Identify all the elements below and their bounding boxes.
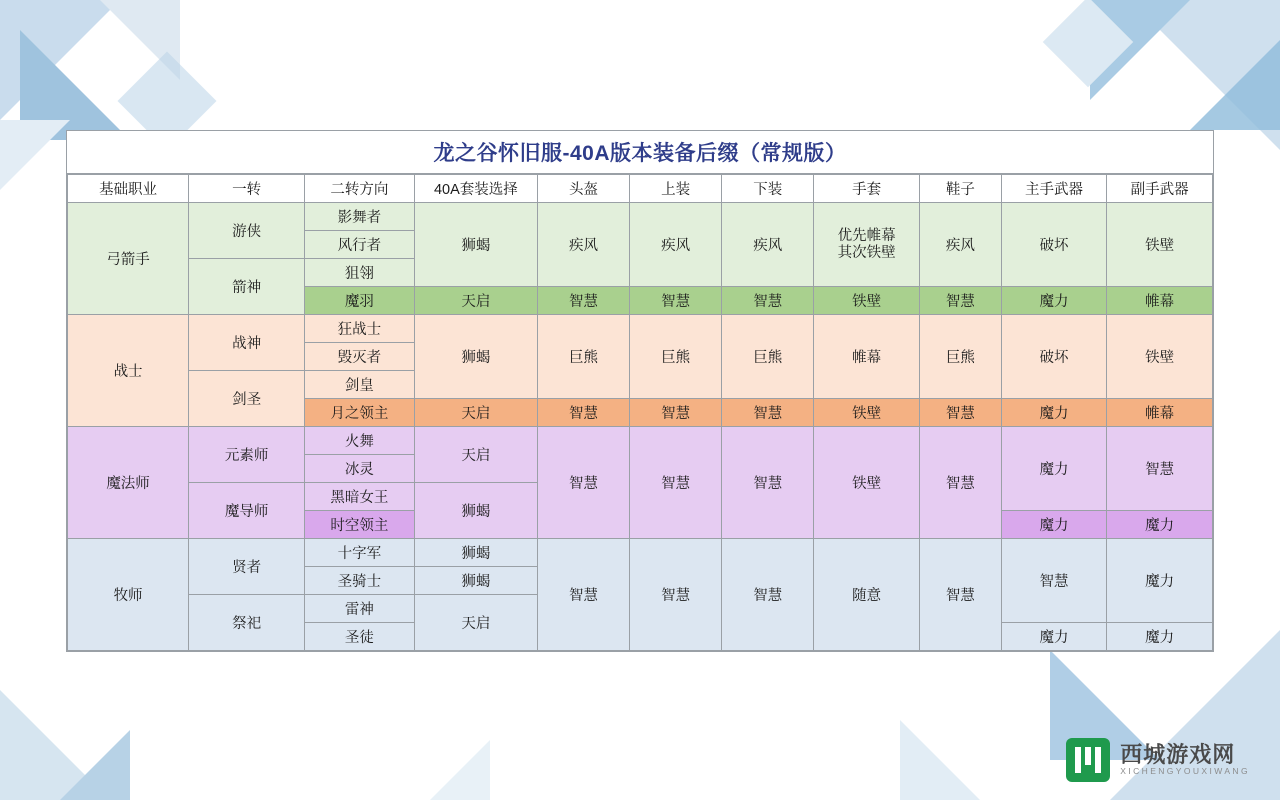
cell-main-weapon-cleric-bottom: 魔力 <box>1001 623 1107 651</box>
watermark-name-en: XICHENGYOUXIWANG <box>1120 766 1250 777</box>
table-row <box>68 539 1213 567</box>
cell-second-job-tempest: 魔羽 <box>305 287 415 315</box>
decor-triangle-5 <box>1130 0 1280 150</box>
cell-main-weapon-mage-top: 魔力 <box>1001 427 1107 511</box>
cell-helmet-warrior-dark: 智慧 <box>537 399 629 427</box>
cell-second-job-crusader: 十字军 <box>305 539 415 567</box>
column-header-shoes: 鞋子 <box>919 175 1001 203</box>
cell-shoes-archer-dark: 智慧 <box>919 287 1001 315</box>
cell-helmet-mage: 智慧 <box>537 427 629 539</box>
column-header-first-job: 一转 <box>189 175 305 203</box>
cell-main-weapon-archer-dark: 魔力 <box>1001 287 1107 315</box>
column-header-gloves: 手套 <box>814 175 920 203</box>
cell-shoes-warrior-dark: 智慧 <box>919 399 1001 427</box>
watermark-text <box>1120 743 1250 777</box>
cell-main-weapon-warrior-normal: 破坏 <box>1001 315 1107 399</box>
table-row <box>68 315 1213 343</box>
cell-second-job-elestra: 冰灵 <box>305 455 415 483</box>
column-header-base-class: 基础职业 <box>68 175 189 203</box>
cell-bottom-mage: 智慧 <box>722 427 814 539</box>
cell-second-job-artillery: 狙翎 <box>305 259 415 287</box>
book-logo-icon <box>1066 738 1110 782</box>
cell-second-job-barbarian: 狂战士 <box>305 315 415 343</box>
cell-top-archer-dark: 智慧 <box>630 287 722 315</box>
equipment-suffix-table <box>67 174 1213 651</box>
decor-triangle-6 <box>1090 0 1190 100</box>
decor-triangle-9 <box>60 730 130 800</box>
cell-set-mage-a: 天启 <box>414 427 537 483</box>
cell-base-class-mage: 魔法师 <box>68 427 189 539</box>
cell-second-job-saleana: 火舞 <box>305 427 415 455</box>
decor-triangle-12 <box>900 720 980 800</box>
column-header-main-weapon: 主手武器 <box>1001 175 1107 203</box>
cell-set-archer-normal: 狮蝎 <box>414 203 537 287</box>
cell-set-archer-dark: 天启 <box>414 287 537 315</box>
cell-bottom-warrior-dark: 智慧 <box>722 399 814 427</box>
cell-second-job-moonlord: 月之领主 <box>305 399 415 427</box>
cell-second-job-smasher: 黑暗女王 <box>305 483 415 511</box>
cell-top-archer-normal: 疾风 <box>630 203 722 287</box>
cell-shoes-warrior-normal: 巨熊 <box>919 315 1001 399</box>
column-header-top: 上装 <box>630 175 722 203</box>
cell-off-weapon-warrior-normal: 铁壁 <box>1107 315 1213 399</box>
cell-base-class-cleric: 牧师 <box>68 539 189 651</box>
table-header-row <box>68 175 1213 203</box>
cell-first-job-ranger: 游侠 <box>189 203 305 259</box>
column-header-off-weapon: 副手武器 <box>1107 175 1213 203</box>
cell-bottom-warrior-normal: 巨熊 <box>722 315 814 399</box>
column-header-set-choice: 40A套装选择 <box>414 175 537 203</box>
cell-gloves-warrior-dark: 铁壁 <box>814 399 920 427</box>
cell-off-weapon-mage-top: 智慧 <box>1107 427 1213 511</box>
column-header-helmet: 头盔 <box>537 175 629 203</box>
cell-top-warrior-dark: 智慧 <box>630 399 722 427</box>
decor-diamond-2 <box>1043 0 1134 87</box>
cell-shoes-archer-normal: 疾风 <box>919 203 1001 287</box>
decor-triangle-1 <box>0 0 120 120</box>
cell-main-weapon-warrior-dark: 魔力 <box>1001 399 1107 427</box>
cell-base-class-archer: 弓箭手 <box>68 203 189 315</box>
cell-top-mage: 智慧 <box>630 427 722 539</box>
decor-triangle-8 <box>0 690 110 800</box>
decor-triangle-13 <box>430 740 490 800</box>
cell-helmet-archer-normal: 疾风 <box>537 203 629 287</box>
cell-bottom-archer-dark: 智慧 <box>722 287 814 315</box>
cell-main-weapon-archer-normal: 破坏 <box>1001 203 1107 287</box>
decor-triangle-2 <box>20 30 130 140</box>
cell-bottom-cleric: 智慧 <box>722 539 814 651</box>
cell-second-job-shadow-dancer: 影舞者 <box>305 203 415 231</box>
cell-set-warrior-normal: 狮蝎 <box>414 315 537 399</box>
cell-off-weapon-cleric-top: 魔力 <box>1107 539 1213 623</box>
cell-first-job-guardian: 贤者 <box>189 539 305 595</box>
gloves-archer-line2: 其次铁壁 <box>837 244 896 261</box>
cell-bottom-archer-normal: 疾风 <box>722 203 814 287</box>
cell-first-job-warmaster: 战神 <box>189 315 305 371</box>
cell-off-weapon-mage-bottom: 魔力 <box>1107 511 1213 539</box>
decor-triangle-7 <box>1190 40 1280 130</box>
cell-second-job-windwalker: 风行者 <box>305 231 415 259</box>
cell-set-cleric-1: 狮蝎 <box>414 539 537 567</box>
cell-base-class-warrior: 战士 <box>68 315 189 427</box>
cell-second-job-inquisitor: 雷神 <box>305 595 415 623</box>
cell-gloves-cleric: 随意 <box>814 539 920 651</box>
cell-shoes-cleric: 智慧 <box>919 539 1001 651</box>
cell-main-weapon-mage-bottom: 魔力 <box>1001 511 1107 539</box>
cell-off-weapon-cleric-bottom: 魔力 <box>1107 623 1213 651</box>
cell-set-cleric-2: 狮蝎 <box>414 567 537 595</box>
table-title-bar <box>67 131 1213 174</box>
table-body <box>68 203 1213 651</box>
cell-set-mage-b: 狮蝎 <box>414 483 537 539</box>
cell-first-job-swordmaster: 剑圣 <box>189 371 305 427</box>
cell-first-job-sniper: 箭神 <box>189 259 305 315</box>
column-header-second-job: 二转方向 <box>305 175 415 203</box>
equipment-suffix-table-card <box>66 130 1214 652</box>
cell-second-job-saint: 圣徒 <box>305 623 415 651</box>
cell-gloves-mage: 铁壁 <box>814 427 920 539</box>
cell-main-weapon-cleric-top: 智慧 <box>1001 539 1107 623</box>
cell-first-job-forcemaster: 魔导师 <box>189 483 305 539</box>
cell-set-warrior-dark: 天启 <box>414 399 537 427</box>
site-watermark <box>1066 738 1250 782</box>
cell-first-job-priest: 祭祀 <box>189 595 305 651</box>
cell-helmet-warrior-normal: 巨熊 <box>537 315 629 399</box>
table-header <box>68 175 1213 203</box>
page-title: 龙之谷怀旧服-40A版本装备后缀（常规版） <box>433 142 847 165</box>
cell-second-job-destroyer: 毁灭者 <box>305 343 415 371</box>
cell-top-warrior-normal: 巨熊 <box>630 315 722 399</box>
cell-gloves-archer-normal <box>814 203 920 287</box>
cell-top-cleric: 智慧 <box>630 539 722 651</box>
cell-second-job-paladin: 圣骑士 <box>305 567 415 595</box>
table-row <box>68 203 1213 231</box>
cell-off-weapon-archer-dark: 帷幕 <box>1107 287 1213 315</box>
gloves-archer-line1: 优先帷幕 <box>837 227 896 244</box>
decor-triangle-3 <box>100 0 180 80</box>
cell-second-job-gladiator: 剑皇 <box>305 371 415 399</box>
cell-shoes-mage: 智慧 <box>919 427 1001 539</box>
table-row <box>68 427 1213 455</box>
cell-helmet-cleric: 智慧 <box>537 539 629 651</box>
cell-gloves-archer-dark: 铁壁 <box>814 287 920 315</box>
cell-second-job-majesty: 时空领主 <box>305 511 415 539</box>
cell-helmet-archer-dark: 智慧 <box>537 287 629 315</box>
cell-first-job-elementalist: 元素师 <box>189 427 305 483</box>
column-header-bottom: 下装 <box>722 175 814 203</box>
cell-off-weapon-warrior-dark: 帷幕 <box>1107 399 1213 427</box>
watermark-name-cn: 西城游戏网 <box>1120 742 1236 768</box>
decor-triangle-4 <box>0 120 70 190</box>
cell-gloves-warrior-normal: 帷幕 <box>814 315 920 399</box>
cell-set-cleric-3: 天启 <box>414 595 537 651</box>
cell-off-weapon-archer-normal: 铁壁 <box>1107 203 1213 287</box>
